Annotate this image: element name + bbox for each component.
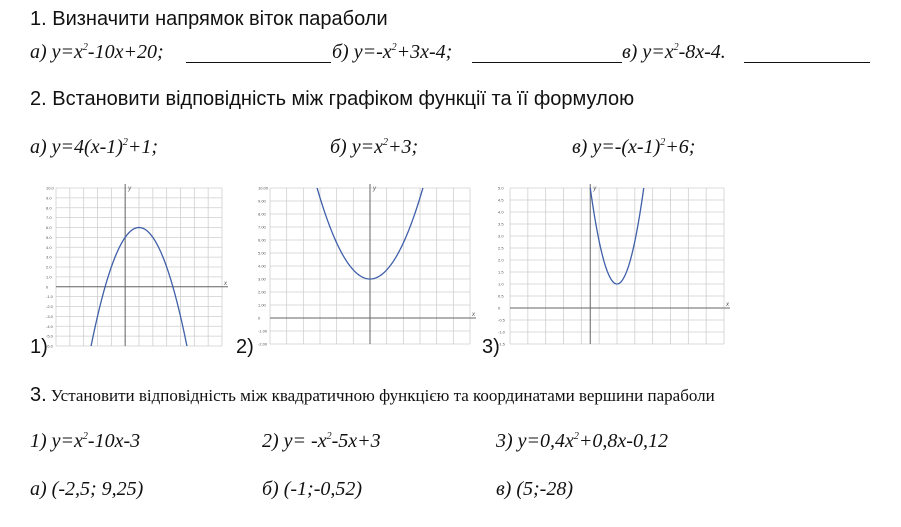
task2-title: 2. Встановити відповідність між графіком функції та її формулою bbox=[30, 88, 635, 110]
graph-2 bbox=[256, 180, 488, 356]
tick-label: 6.00 bbox=[258, 237, 266, 243]
tick-label: 9.0 bbox=[46, 195, 52, 201]
y-axis-label: y bbox=[128, 186, 132, 192]
task1-item-a: а) $y=x^2-10x+20$; bbox=[30, 41, 164, 63]
tick-label: 9.00 bbox=[258, 198, 266, 204]
tick-label: 4.0 bbox=[498, 209, 504, 215]
answer-blank-a[interactable] bbox=[186, 46, 331, 63]
tick-label: 4.00 bbox=[258, 263, 266, 269]
tick-label: 3.5 bbox=[498, 221, 504, 227]
tick-label: -2.00 bbox=[258, 341, 268, 347]
task3-answer-c: в) (5;-28) bbox=[496, 478, 573, 500]
tick-label: -2.0 bbox=[46, 304, 53, 309]
graph-3 bbox=[496, 180, 740, 354]
graph-1 bbox=[44, 182, 236, 354]
tick-label: 8.00 bbox=[258, 211, 266, 217]
tick-label: 5.0 bbox=[46, 234, 52, 240]
graph-number-1: 1) bbox=[30, 336, 48, 358]
grid bbox=[510, 188, 724, 344]
tick-label: -5.0 bbox=[46, 333, 53, 339]
tick-label: -1.5 bbox=[498, 341, 505, 347]
tick-label: 1.0 bbox=[498, 281, 504, 287]
y-axis-label: y bbox=[373, 186, 376, 192]
task3-func-3: 3) $y=0,4x^2+0,8x-0,12$ bbox=[496, 430, 668, 452]
tick-label: 5.00 bbox=[258, 250, 266, 256]
y-axis-label: y bbox=[593, 186, 597, 192]
task3-answer-a: а) (-2,5; 9,25) bbox=[30, 478, 144, 500]
task1-title: 1. Визначити напрямок віток параболи bbox=[30, 8, 388, 30]
x-axis-label: x bbox=[726, 302, 729, 308]
tick-label: 7.0 bbox=[46, 215, 52, 221]
tick-label: 10.00 bbox=[258, 185, 269, 191]
tick-label: 2.0 bbox=[46, 264, 52, 270]
tick-label: 3.00 bbox=[258, 276, 266, 282]
tick-label: -6.0 bbox=[46, 343, 53, 349]
x-axis-label: x bbox=[472, 312, 475, 318]
tick-label: 1.00 bbox=[258, 302, 266, 308]
tick-label: 6.0 bbox=[46, 225, 52, 230]
answer-blank-b[interactable] bbox=[472, 46, 622, 63]
tick-label: -1.0 bbox=[46, 294, 53, 300]
tick-label: 2.5 bbox=[498, 245, 504, 251]
task3-func-2: 2) $y= -x^2-5x+3$ bbox=[262, 430, 381, 452]
tick-label: 3.0 bbox=[46, 254, 52, 260]
task3-func-1: 1) $y=x^2-10x-3$ bbox=[30, 430, 141, 452]
tick-label: -3.0 bbox=[46, 313, 53, 319]
task1-item-c: в) $y=x^2-8x-4$. bbox=[622, 41, 726, 63]
tick-label: 5.0 bbox=[498, 185, 504, 191]
tick-label: -0.5 bbox=[498, 317, 505, 323]
tick-label: 3.0 bbox=[498, 233, 504, 239]
graph-number-2: 2) bbox=[236, 336, 254, 358]
tick-label: -1.0 bbox=[498, 329, 505, 335]
tick-label: 0.5 bbox=[498, 293, 504, 299]
grid bbox=[56, 188, 222, 346]
task3-answer-b: б) (-1;-0,52) bbox=[262, 478, 363, 500]
graph-number-3: 3) bbox=[482, 336, 500, 358]
x-axis-label: x bbox=[224, 280, 227, 287]
tick-label: 4.5 bbox=[498, 197, 504, 203]
task3-title: 3. Установити відповідність між квадратичною функцією та координатами вершини параболи bbox=[30, 384, 715, 406]
tick-label: 4.0 bbox=[46, 244, 52, 250]
tick-label: 1.5 bbox=[498, 269, 504, 275]
answer-blank-c[interactable] bbox=[744, 46, 870, 63]
tick-label: 10.0 bbox=[46, 185, 54, 191]
tick-label: -4.0 bbox=[46, 323, 53, 329]
task2-formula-a: а) $y=4(x-1)^2+1$; bbox=[30, 136, 159, 158]
tick-label: 2.0 bbox=[498, 257, 504, 263]
tick-label: 1.0 bbox=[46, 274, 52, 280]
task2-formula-b: б) $y=x^2+3$; bbox=[330, 136, 419, 158]
tick-label: 0 bbox=[258, 315, 261, 321]
tick-label: 7.00 bbox=[258, 224, 266, 230]
task1-item-b: б) $y=-x^2+3x-4$; bbox=[332, 41, 453, 63]
tick-label: 8.0 bbox=[46, 205, 52, 211]
tick-label: 2.00 bbox=[258, 289, 266, 295]
tick-label: 0 bbox=[46, 284, 49, 290]
tick-label: -1.00 bbox=[258, 328, 268, 334]
tick-label: 0 bbox=[498, 305, 501, 311]
task2-formula-c: в) $y=-(x-1)^2+6$; bbox=[572, 136, 696, 158]
